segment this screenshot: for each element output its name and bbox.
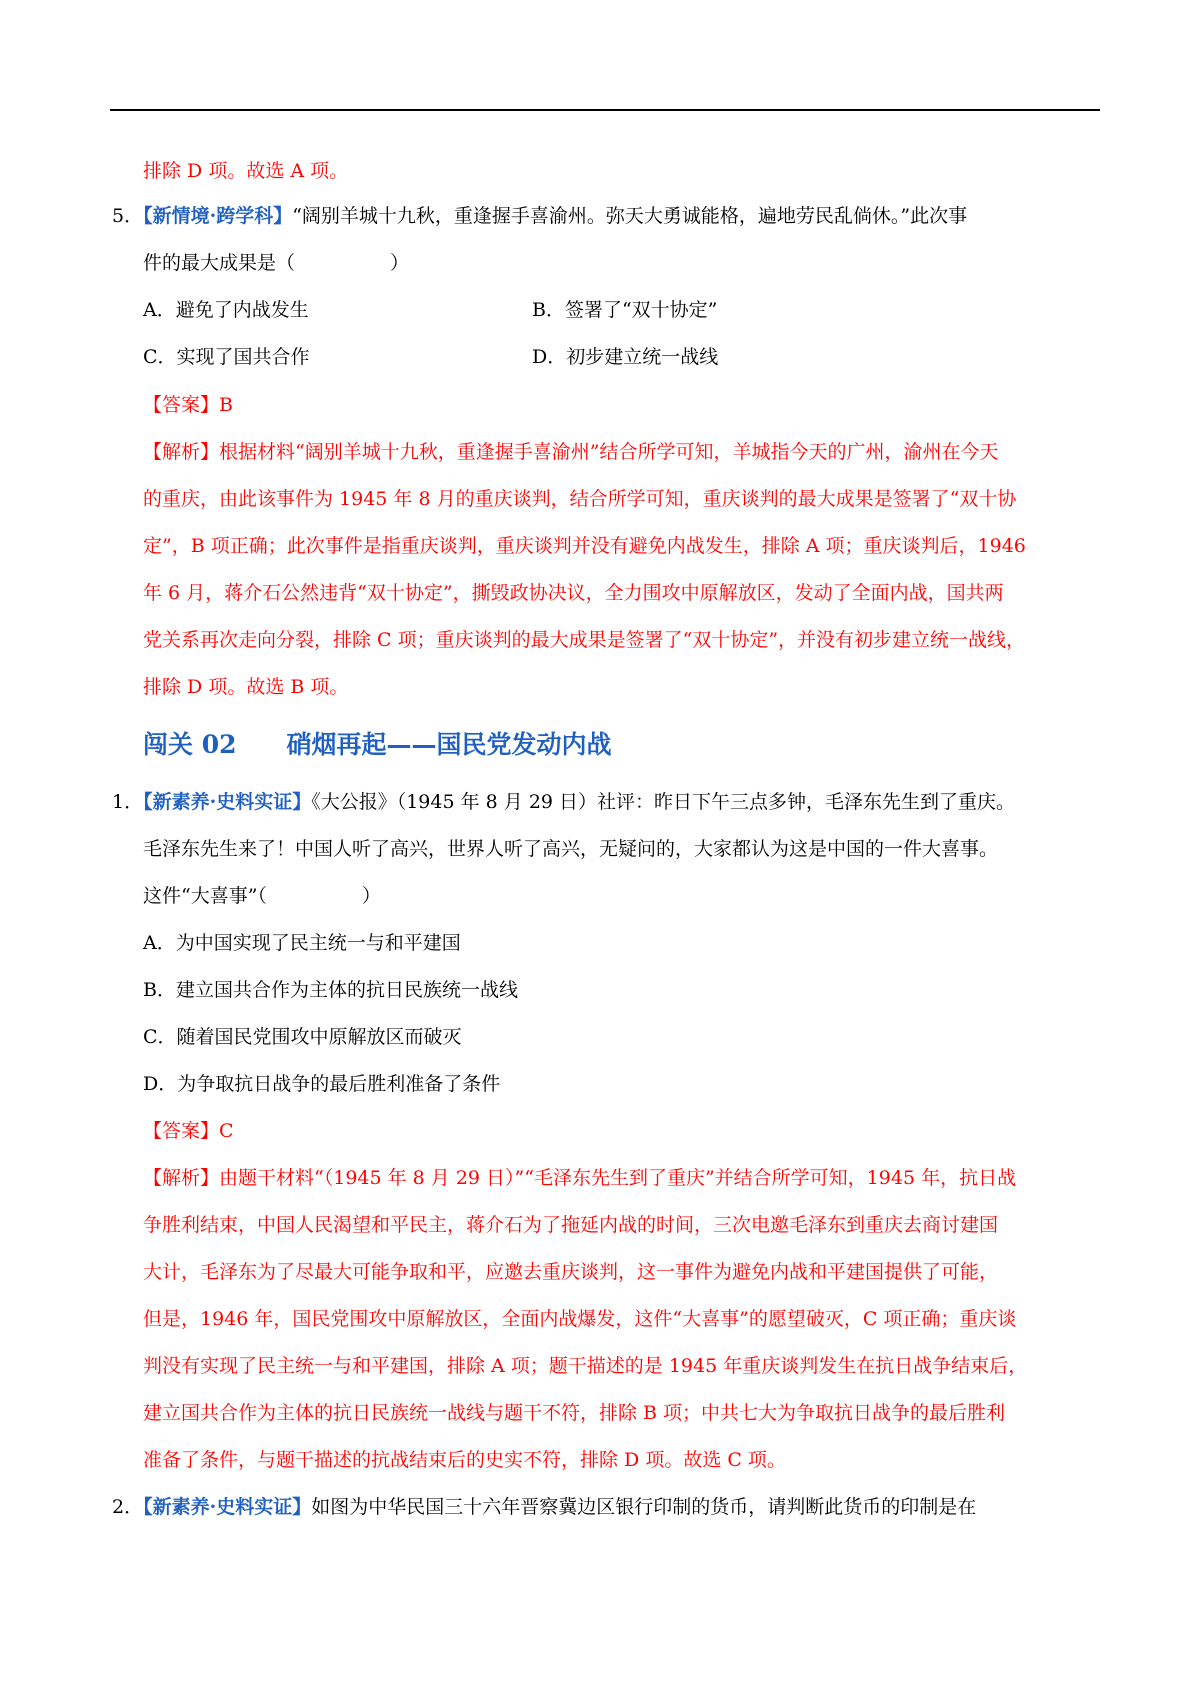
question-1-option-d: D．为争取抗日战争的最后胜利准备了条件 — [143, 1073, 501, 1095]
question-1-analysis-line-1 — [143, 1165, 1016, 1191]
question-5-analysis-line-5: 党关系再次走向分裂，排除 C 项；重庆谈判的最大成果是签署了“双十协定”，并没有初步建立统一战线， — [143, 629, 1026, 651]
question-text: “阔别羊城十九秋，重逢握手喜渝州。弥天大勇诚能格，遍地劳民乱倘休。”此次事 — [292, 205, 968, 227]
question-5-option-a: A．避免了内战发生 — [143, 299, 309, 321]
question-5-stem-line-2: 件的最大成果是（ ） — [143, 252, 410, 274]
question-1-stem-line-3: 这件“大喜事”（ ） — [143, 885, 381, 907]
question-5-analysis-line-2: 的重庆，由此该事件为 1945 年 8 月的重庆谈判，结合所学可知，重庆谈判的最大成果是签署了“双十协 — [143, 488, 1017, 510]
header-rule — [110, 109, 1100, 111]
answer-value: B — [219, 394, 233, 416]
question-1-option-a: A．为中国实现了民主统一与和平建国 — [143, 932, 461, 954]
previous-answer-fragment: 排除 D 项。故选 A 项。 — [143, 160, 349, 182]
question-5-option-d: D．初步建立统一战线 — [532, 346, 719, 368]
question-text: 如图为中华民国三十六年晋察冀边区银行印制的货币，请判断此货币的印制是在 — [311, 1496, 977, 1518]
question-5-answer — [143, 392, 233, 418]
section-heading: 闯关 02 硝烟再起——国民党发动内战 — [143, 730, 612, 759]
question-1-stem-line-1 — [112, 789, 1015, 815]
analysis-tag: 【解析】 — [143, 441, 220, 463]
question-number: 1． — [112, 791, 144, 813]
question-5-analysis-line-6: 排除 D 项。故选 B 项。 — [143, 676, 349, 698]
answer-tag: 【答案】 — [143, 394, 220, 416]
analysis-text: 根据材料“阔别羊城十九秋，重逢握手喜渝州”结合所学可知，羊城指今天的广州，渝州在今天 — [219, 441, 999, 463]
question-5-option-b: B．签署了“双十协定” — [532, 299, 718, 321]
question-text: 《大公报》（1945 年 8 月 29 日）社评：昨日下午三点多钟，毛泽东先生到了重庆。 — [311, 791, 1016, 813]
question-tag: 【新素养·史料实证】 — [143, 1496, 312, 1518]
question-5-option-c: C．实现了国共合作 — [143, 346, 310, 368]
question-number: 5． — [112, 205, 144, 227]
question-2-stem-line-1 — [112, 1494, 976, 1520]
question-5-analysis-line-1 — [143, 439, 998, 465]
question-1-analysis-line-5: 判没有实现了民主统一与和平建国，排除 A 项；题干描述的是 1945 年重庆谈判发生在抗日战争结束后， — [143, 1355, 1028, 1377]
question-1-option-c: C．随着国民党围攻中原解放区而破灭 — [143, 1026, 462, 1048]
answer-tag: 【答案】 — [143, 1120, 220, 1142]
question-5-analysis-line-3: 定”，B 项正确；此次事件是指重庆谈判，重庆谈判并没有避免内战发生，排除 A 项；重庆谈判后，1946 — [143, 535, 1026, 557]
question-1-analysis-line-3: 大计，毛泽东为了尽最大可能争取和平，应邀去重庆谈判，这一事件为避免内战和平建国提供了可能， — [143, 1261, 999, 1283]
question-1-analysis-line-2: 争胜利结束，中国人民渴望和平民主，蒋介石为了拖延内战的时间，三次电邀毛泽东到重庆去商讨建国 — [143, 1214, 999, 1236]
question-5-stem-line-1 — [112, 203, 967, 229]
analysis-text: 由题干材料“（1945 年 8 月 29 日）”“毛泽东先生到了重庆”并结合所学可知，1945 年，抗日战 — [219, 1167, 1017, 1189]
question-1-analysis-line-7: 准备了条件，与题干描述的抗战结束后的史实不符，排除 D 项。故选 C 项。 — [143, 1449, 786, 1471]
analysis-tag: 【解析】 — [143, 1167, 220, 1189]
question-tag: 【新素养·史料实证】 — [143, 791, 312, 813]
question-5-analysis-line-4: 年 6 月，蒋介石公然违背“双十协定”，撕毁政协决议，全力围攻中原解放区，发动了全面内战，国共两 — [143, 582, 1004, 604]
question-1-analysis-line-6: 建立国共合作为主体的抗日民族统一战线与题干不符，排除 B 项；中共七大为争取抗日战争的最后胜利 — [143, 1402, 1006, 1424]
question-tag: 【新情境·跨学科】 — [143, 205, 293, 227]
question-1-answer — [143, 1118, 234, 1144]
question-number: 2． — [112, 1496, 144, 1518]
answer-value: C — [219, 1120, 234, 1142]
question-1-stem-line-2: 毛泽东先生来了！中国人听了高兴，世界人听了高兴，无疑问的，大家都认为这是中国的一件大喜事。 — [143, 838, 999, 860]
question-1-analysis-line-4: 但是，1946 年，国民党围攻中原解放区，全面内战爆发，这件“大喜事”的愿望破灭，C 项正确；重庆谈 — [143, 1308, 1017, 1330]
question-1-option-b: B．建立国共合作为主体的抗日民族统一战线 — [143, 979, 518, 1001]
